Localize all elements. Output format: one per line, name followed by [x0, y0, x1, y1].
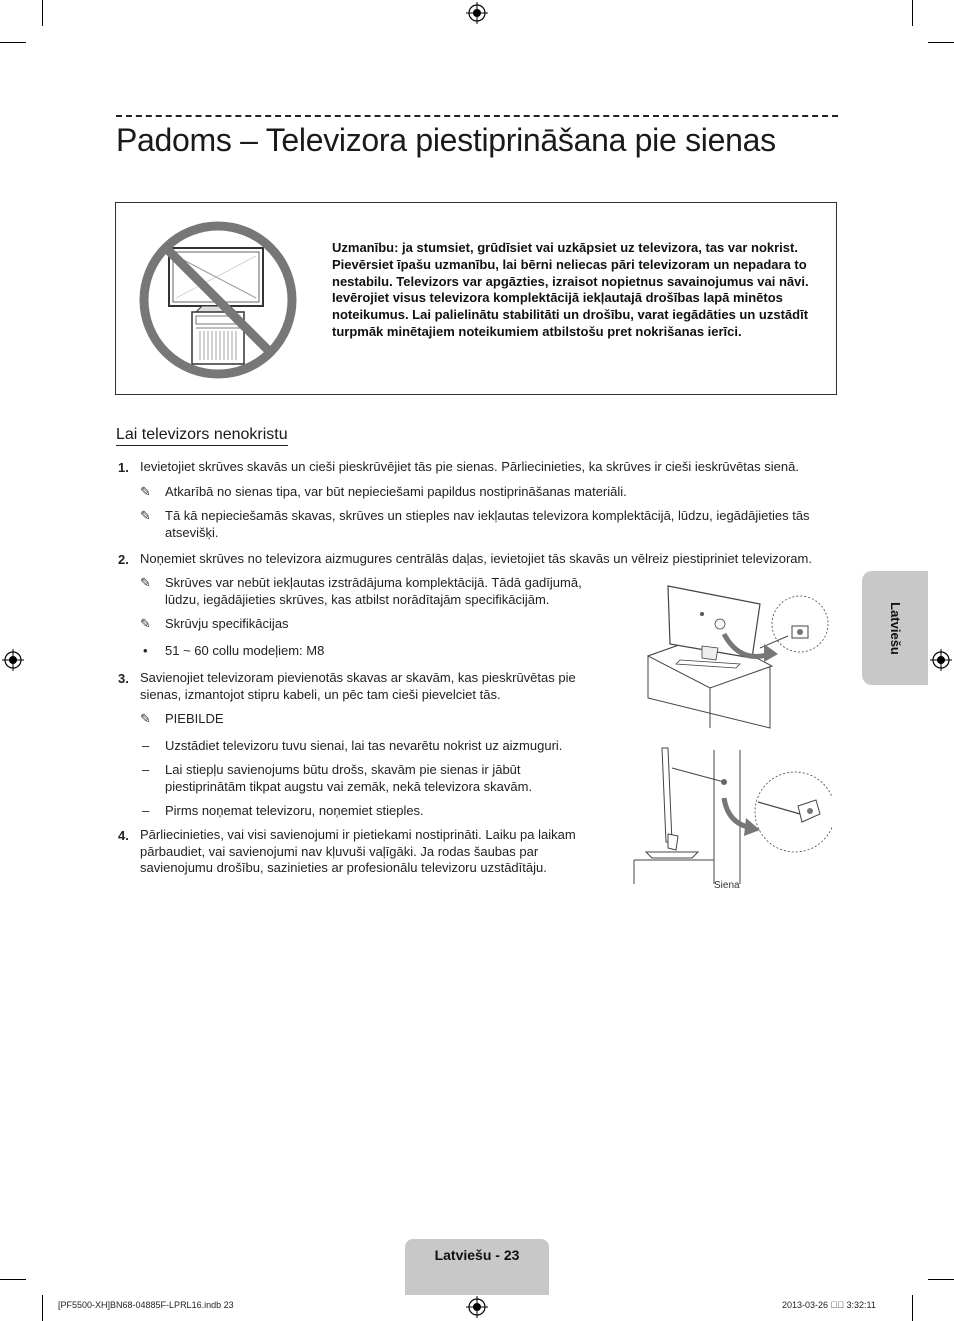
registration-mark-icon: [466, 2, 488, 24]
bullet-icon: •: [143, 643, 148, 658]
registration-mark-icon: [930, 649, 952, 671]
step-number: 3.: [118, 671, 129, 686]
no-climbing-tv-icon: [136, 218, 300, 382]
crop-mark: [912, 1295, 913, 1321]
step-text: Noņemiet skrūves no televizora aizmugures centrālās daļas, ievietojiet tās skavās un vēlreiz piestipriniet televizoram.: [140, 551, 812, 566]
crop-mark: [912, 0, 913, 26]
step-text: Ievietojiet skrūves skavās un cieši pieskrūvējiet tās pie sienas. Pārliecinieties, ka skrūves ir cieši ieskrūvētas sienā.: [140, 459, 799, 474]
registration-mark-icon: [2, 649, 24, 671]
dash-marker: –: [142, 803, 150, 818]
note-pencil-icon: ✎: [140, 616, 151, 631]
language-side-tab-label: Latviešu: [887, 601, 903, 655]
step-number: 2.: [118, 552, 129, 567]
crop-mark: [0, 42, 26, 43]
crop-mark: [928, 1279, 954, 1280]
dash-text: Uzstādiet televizoru tuvu sienai, lai tas nevarētu nokrist uz aizmuguri.: [165, 738, 563, 753]
note-text: Atkarībā no sienas tipa, var būt nepieciešami papildus nostiprināšanas materiāli.: [165, 484, 627, 499]
note-text: Tā kā nepieciešamās skavas, skrūves un stieples nav iekļautas televizora komplektācijā, lūdzu, iegādājieties tās atsevišķi.: [165, 508, 810, 540]
note-pencil-icon: ✎: [140, 484, 151, 499]
crop-mark: [0, 1279, 26, 1280]
page-number-tab: [405, 1239, 549, 1295]
step-number: 4.: [118, 828, 129, 843]
note-pencil-icon: ✎: [140, 508, 151, 523]
language-side-tab: [862, 571, 928, 685]
page-number-label: Latviešu - 23: [434, 1247, 520, 1263]
registration-mark-icon: [466, 1296, 488, 1318]
note-text: Skrūves var nebūt iekļautas izstrādājuma komplektācijā. Tādā gadījumā, lūdzu, iegādājieties skrūves, kas atbilst norādītajām specifikācijām.: [165, 575, 582, 607]
tv-bracket-illustration: [640, 578, 830, 730]
crop-mark: [42, 1295, 43, 1321]
note-pencil-icon: ✎: [140, 711, 151, 726]
note-pencil-icon: ✎: [140, 575, 151, 590]
title-rule: [116, 115, 838, 117]
crop-mark: [928, 42, 954, 43]
page-title: Padoms – Televizora piestiprināšana pie sienas: [116, 122, 776, 158]
note-label: PIEBILDE: [165, 711, 224, 726]
dash-marker: –: [142, 762, 150, 777]
dash-marker: –: [142, 738, 150, 753]
warning-text: Uzmanību: ja stumsiet, grūdīsiet vai uzkāpsiet uz televizora, tas var nokrist. Pievērsiet īpašu uzmanību, lai bērni neliecas pāri televizoram un nepadara to nestabilu. Televizors var apgāzties, izraisot nopietnus savainojumus vai nāvi. Ievērojiet visus televizora komplektācijā iekļautajā drošības lapā minētos noteikumus. Lai palielinātu stabilitāti un drošību, varat iegādāties un uzstādīt turpmāk minētajiem noteikumiem atbilstošu pret nokrišanas ierīci.: [332, 240, 809, 339]
figure-caption: Siena: [714, 880, 740, 891]
note-text: Skrūvju specifikācijas: [165, 616, 289, 631]
tv-wall-wire-illustration: [632, 742, 832, 887]
dash-text: Lai stiepļu savienojums būtu drošs, skavām pie sienas ir jābūt piestiprinātām tikpat augstu vai zemāk, nekā televizora skavām.: [165, 762, 533, 794]
dash-text: Pirms noņemat televizoru, noņemiet stieples.: [165, 803, 424, 818]
section-heading: Lai televizors nenokristu: [116, 426, 288, 446]
footer-timestamp: 2013-03-26 ￿￿ 3:32:11: [782, 1300, 876, 1310]
crop-mark: [42, 0, 43, 26]
bullet-text: 51 ~ 60 collu modeļiem: M8: [165, 643, 325, 658]
step-number: 1.: [118, 460, 129, 475]
footer-file-info: [PF5500-XH]BN68-04885F-LPRL16.indb 23: [58, 1300, 234, 1310]
step-text: Savienojiet televizoram pievienotās skavas ar skavām, kas pieskrūvētas pie sienas, izmantojot stipru kabeli, un pēc tam cieši pievelciet tās.: [140, 670, 576, 702]
step-text: Pārliecinieties, vai visi savienojumi ir pietiekami nostiprināti. Laiku pa laikam pārbaudiet, vai savienojumi nav kļuvuši vaļīgāki. Ja rodas šaubas par savienojumu drošību, sazinieties ar profesionālu televizoru uzstādītāju.: [140, 827, 576, 876]
